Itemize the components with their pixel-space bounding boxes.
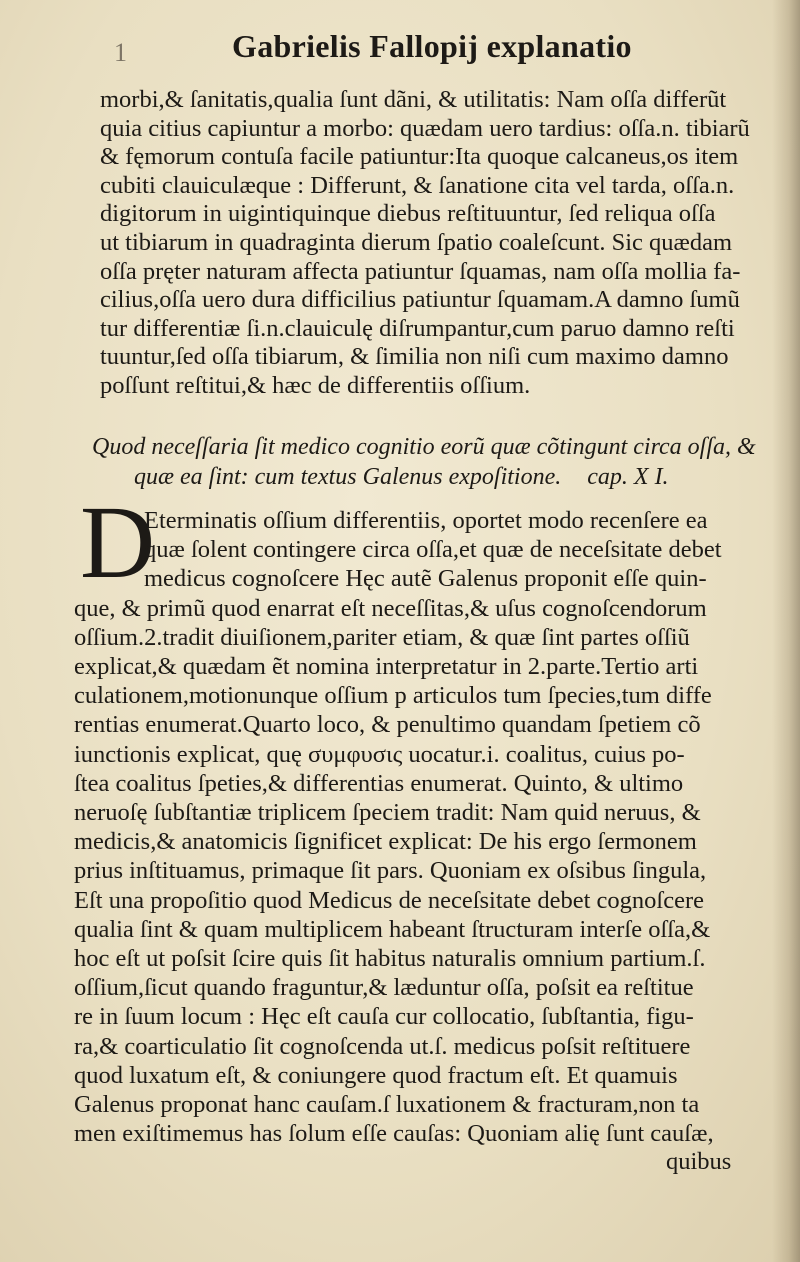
text-line: men exiſtimemus has ſolum eſſe cauſas: Quoniam alię ſunt cauſæ, xyxy=(74,1120,714,1148)
text-line: re in ſuum locum : Hęc eſt cauſa cur collocatio, ſubſtantia, figu- xyxy=(74,1003,694,1031)
drop-cap: D xyxy=(80,485,156,600)
text-line: qualia ſint & quam multiplicem habeant ſtructuram interſe oſſa,& xyxy=(74,915,711,943)
text-line: oſſium.2.tradit diuiſionem,pariter etiam, & quæ ſint partes oſſiũ xyxy=(74,623,690,651)
text-line: Eterminatis oſſium differentiis, oportet modo recenſere ea xyxy=(144,507,708,534)
text-line: Eſt una propoſitio quod Medicus de neceſsitate debet cognoſcere xyxy=(74,886,704,914)
text-line: oſſium,ſicut quando fraguntur,& læduntur oſſa, poſsit ea reſtitue xyxy=(74,974,694,1002)
chapter-heading xyxy=(92,432,756,492)
text-line: hoc eſt ut poſsit ſcire quis ſit habitus naturalis omnium partium.ſ. xyxy=(74,945,706,973)
catchword: quibus xyxy=(666,1148,732,1175)
text-line: ſtea coalitus ſpeties,& differentias enumerat. Quinto, & ultimo xyxy=(74,769,684,797)
text-line: quæ ſolent contingere circa oſſa,et quæ de neceſsitate debet xyxy=(144,536,722,564)
text-line: ut tibiarum in quadraginta dierum ſpatio coaleſcunt. Sic quædam xyxy=(100,228,733,256)
text-line: Galenus proponat hanc cauſam.ſ luxationem & fracturam,non ta xyxy=(74,1091,700,1119)
text-line: digitorum in uigintiquinque diebus reſtituuntur, ſed reliqua oſſa xyxy=(100,200,716,228)
text-line: medicis,& anatomicis ſignificet explicat: De his ergo ſermonem xyxy=(74,828,697,856)
paragraph-chapter xyxy=(74,506,760,1148)
text-line: cilius,oſſa uero dura difficilius patiuntur ſquamam.A damno ſumũ xyxy=(100,286,740,314)
text-line: medicus cognoſcere Hęc autẽ Galenus proponit eſſe quin- xyxy=(144,565,707,593)
paragraph-first xyxy=(100,86,766,401)
text-line: prius inſtituamus, primaque ſit pars. Quoniam ex oſsibus ſingula, xyxy=(74,857,707,885)
text-line: poſſunt reſtitui,& hæc de differentiis oſſium. xyxy=(100,371,531,399)
text-line: neruoſę ſubſtantiæ triplicem ſpeciem tradit: Nam quid neruus, & xyxy=(74,799,701,827)
text-line: culationem,motionunque oſſium p articulos tum ſpecies,tum diffe xyxy=(74,682,712,710)
text-line: rentias enumerat.Quarto loco, & penultimo quandam ſpetiem cõ xyxy=(74,711,701,739)
text-line: cubiti clauiculæque : Differunt, & ſanatione cita vel tarda, oſſa.n. xyxy=(100,171,735,199)
heading-line-2-text: quæ ea ſint: cum textus Galenus expoſitione. xyxy=(134,464,562,490)
text-line: quia citius capiuntur a morbo: quædam uero tardius: oſſa.n. tibiarũ xyxy=(100,114,750,142)
text-line: quod luxatum eſt, & coniungere quod fractum eſt. Et quamuis xyxy=(74,1061,678,1089)
chapter-number: cap. X I. xyxy=(587,464,669,490)
text-line: morbi,& ſanitatis,qualia ſunt dãni, & utilitatis: Nam oſſa differũt xyxy=(100,86,727,113)
heading-line-1: Quod neceſſaria ſit medico cognitio eorũ quæ cõtingunt circa oſſa, & xyxy=(92,434,756,460)
text-line: que, & primũ quod enarrat eſt neceſſitas,& uſus cognoſcendorum xyxy=(74,594,707,622)
text-line: ra,& coarticulatio ſit cognoſcenda ut.ſ. medicus poſsit reſtituere xyxy=(74,1032,691,1060)
text-line: & fęmorum contuſa facile patiuntur:Ita quoque calcaneus,os item xyxy=(100,143,739,171)
text-line: explicat,& quædam ẽt nomina interpretatur in 2.parte.Tertio arti xyxy=(74,653,699,681)
text-line: tuuntur,ſed oſſa tibiarum, & ſimilia non niſi cum maximo damno xyxy=(100,343,729,371)
text-line: iunctionis explicat, quę συμφυσις uocatur.i. coalitus, cuius po- xyxy=(74,740,685,768)
folio-number: 1 xyxy=(114,38,127,67)
running-head: Gabrielis Fallopij explanatio xyxy=(232,28,632,64)
text-line: oſſa pręter naturam affecta patiuntur ſquamas, nam oſſa mollia fa- xyxy=(100,257,741,285)
page-gutter-shadow xyxy=(772,0,800,1262)
heading-line-2 xyxy=(92,462,752,492)
text-line: tur differentiæ ſi.n.clauiculę diſrumpantur,cum paruo damno reſti xyxy=(100,314,735,342)
